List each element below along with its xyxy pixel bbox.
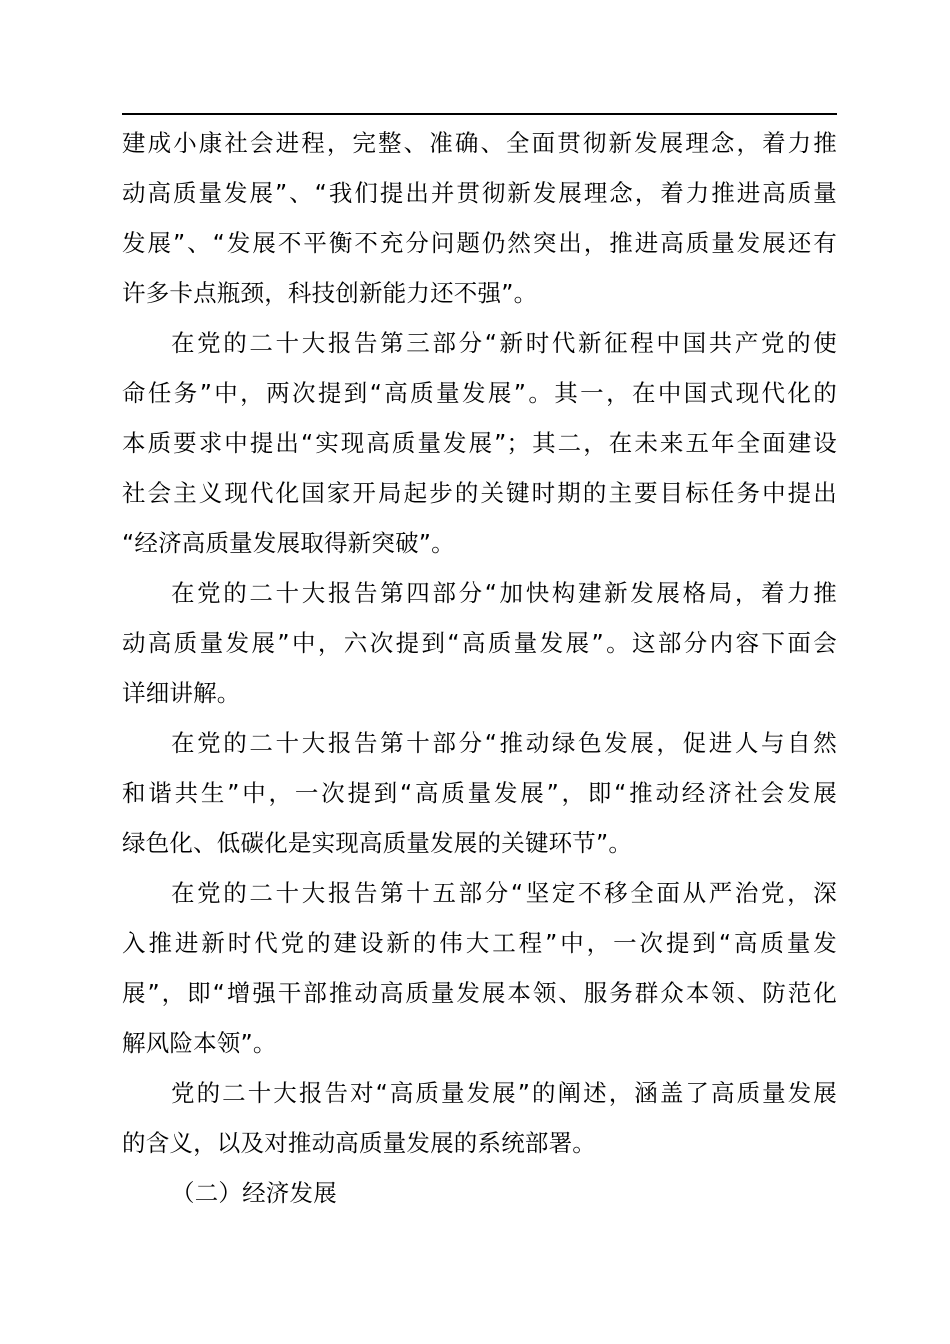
text-line: 入推进新时代党的建设新的伟大工程”中，一次提到“高质量发: [122, 929, 837, 957]
text-line: 社会主义现代化国家开局起步的关键时期的主要目标任务中提出: [122, 479, 837, 507]
text-line: 本质要求中提出“实现高质量发展”；其二，在未来五年全面建设: [122, 429, 837, 457]
text-line: 和谐共生”中，一次提到“高质量发展”，即“推动经济社会发展: [122, 779, 837, 807]
text-line: 展”，即“增强干部推动高质量发展本领、服务群众本领、防范化: [122, 979, 837, 1007]
section-heading: （二）经济发展: [171, 1179, 337, 1207]
text-line: 绿色化、低碳化是实现高质量发展的关键环节”。: [122, 829, 633, 857]
text-line: 在党的二十大报告第四部分“加快构建新发展格局，着力推: [171, 579, 837, 607]
text-line: 建成小康社会进程，完整、准确、全面贯彻新发展理念，着力推: [122, 129, 837, 157]
text-line: “经济高质量发展取得新突破”。: [122, 529, 455, 557]
header-rule: [122, 113, 837, 115]
text-line: 许多卡点瓶颈，科技创新能力还不强”。: [122, 279, 538, 307]
text-line: 命任务”中，两次提到“高质量发展”。其一，在中国式现代化的: [122, 379, 837, 407]
text-line: 在党的二十大报告第十部分“推动绿色发展，促进人与自然: [171, 729, 837, 757]
text-line: 详细讲解。: [122, 679, 241, 707]
text-line: 发展”、“发展不平衡不充分问题仍然突出，推进高质量发展还有: [122, 229, 837, 257]
text-line: 解风险本领”。: [122, 1029, 277, 1057]
text-line: 在党的二十大报告第三部分“新时代新征程中国共产党的使: [171, 329, 837, 357]
text-line: 动高质量发展”、“我们提出并贯彻新发展理念，着力推进高质量: [122, 179, 837, 207]
text-line: 党的二十大报告对“高质量发展”的阐述，涵盖了高质量发展: [171, 1079, 837, 1107]
text-line: 动高质量发展”中，六次提到“高质量发展”。这部分内容下面会: [122, 629, 837, 657]
text-line: 在党的二十大报告第十五部分“坚定不移全面从严治党，深: [171, 879, 837, 907]
text-line: 的含义，以及对推动高质量发展的系统部署。: [122, 1129, 596, 1157]
